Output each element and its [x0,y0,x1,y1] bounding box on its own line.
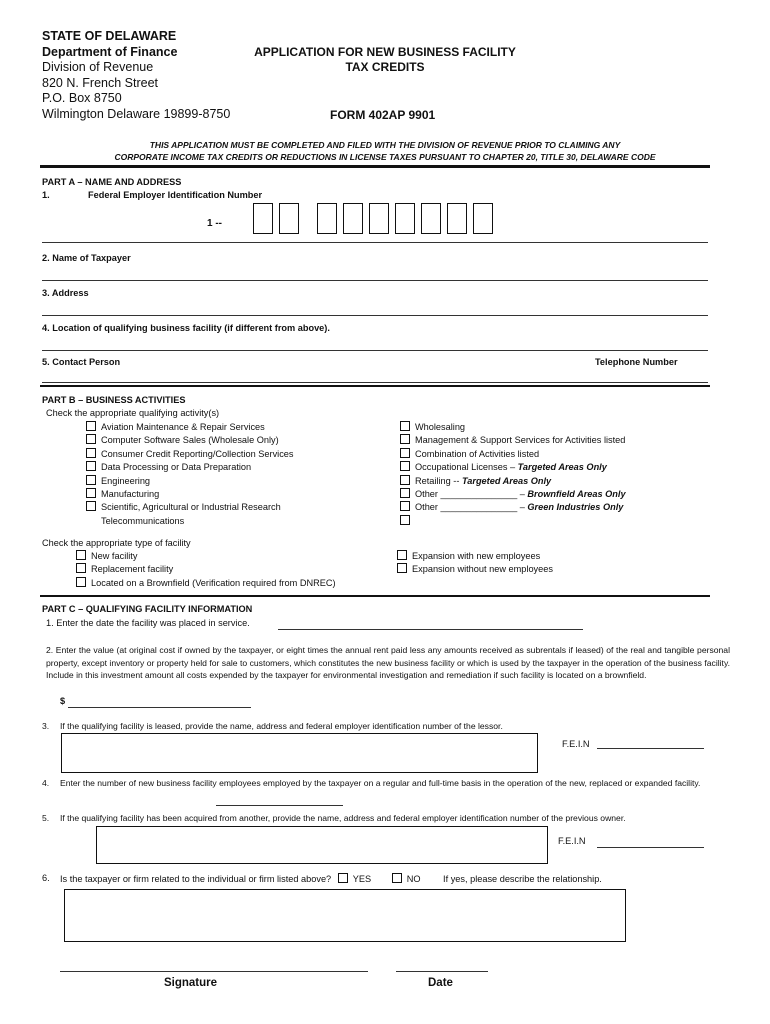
activity-qualifier: Targeted Areas Only [517,462,607,473]
checkbox[interactable] [400,501,410,511]
fein-digit-box[interactable] [253,203,273,234]
facility-location-field[interactable] [42,350,708,351]
c-q4-label: Enter the number of new business facility employees employed by the taxpayer on a regular and full-time basis in the operation of the new, replaced or expanded facility. [60,778,701,788]
part-b-heading: PART B – BUSINESS ACTIVITIES [42,395,186,405]
activity-item[interactable] [400,448,626,461]
activity-instruction: Check the appropriate qualifying activity(s) [46,408,220,418]
activity-item[interactable] [400,515,626,528]
activity-list-right [400,421,626,528]
q1-number: 1. [42,190,50,200]
signature-field[interactable] [60,971,368,972]
fein-digit-box[interactable] [395,203,415,234]
activity-item[interactable] [400,461,626,474]
service-date-field[interactable] [278,629,583,630]
q1-label: Federal Employer Identification Number [88,190,263,200]
checkbox[interactable] [86,461,96,471]
activity-label: Combination of Activities listed [415,448,540,459]
checkbox[interactable] [400,461,410,471]
relationship-instruction: If yes, please describe the relationship. [443,874,602,884]
activity-item[interactable] [400,488,626,501]
activity-item[interactable] [86,488,294,501]
c-q1-label: 1. Enter the date the facility was placed in service. [46,618,250,628]
checkbox[interactable] [397,563,407,573]
checkbox[interactable] [76,550,86,560]
facility-type-label: Located on a Brownfield (Verification required from DNREC) [91,577,336,588]
fein-digit-box[interactable] [447,203,467,234]
employee-count-field[interactable] [216,805,343,806]
date-label: Date [428,977,453,989]
owner-fein-field[interactable] [597,847,704,848]
facility-type-label: New facility [91,551,138,561]
q2-label: 2. Name of Taxpayer [42,253,131,263]
part-a-divider [40,385,710,387]
fein-digit-box[interactable] [421,203,441,234]
investment-amount-field[interactable] [68,707,251,708]
c-q6-number: 6. [42,873,50,883]
lessor-fein-label: F.E.I.N [562,739,590,749]
facility-type-item[interactable] [397,550,553,563]
dollar-sign: $ [60,696,66,706]
header-divider [40,165,710,168]
fein-digit-box[interactable] [317,203,337,234]
facility-type-item[interactable] [76,550,336,563]
facility-type-instruction: Check the appropriate type of facility [42,538,191,548]
lessor-info-box[interactable] [61,733,538,773]
checkbox[interactable] [400,434,410,444]
lessor-fein-field[interactable] [597,748,704,749]
checkbox[interactable] [400,421,410,431]
activity-list-left [86,421,294,528]
form-number: FORM 402AP 9901 [330,108,436,122]
no-label: NO [406,874,421,884]
fein-digit-box[interactable] [369,203,389,234]
previous-owner-box[interactable] [96,826,548,864]
checkbox[interactable] [400,448,410,458]
contact-field[interactable] [42,382,708,383]
form-title-line1: APPLICATION FOR NEW BUSINESS FACILITY [254,45,516,59]
checkbox[interactable] [86,421,96,431]
yes-checkbox[interactable] [338,873,348,883]
fein-prefix: 1 -- [207,218,222,229]
form-title-line2: TAX CREDITS [345,60,425,74]
activity-label: Occupational Licenses – [415,462,518,473]
activity-item[interactable] [86,448,294,461]
c-q2-label: 2. Enter the value (at original cost if owned by the taxpayer, or eight times the annual rent paid less any amounts received as subrentals if leased) of the real and tangible personal property, except inventory or property held for sale to customers, which constitutes the new business facility or which is used by the taxpayer in the operation of the business facility. Include in this investment amount all costs expended by the taxpayer for environmental investigation and remediation if such facility is located on a brownfield. [46,645,730,681]
activity-label: Computer Software Sales (Wholesale Only) [101,435,279,446]
facility-type-label: Expansion with new employees [412,551,541,561]
checkbox[interactable] [86,488,96,498]
checkbox[interactable] [400,475,410,485]
activity-item[interactable] [86,475,294,488]
fein-rule [42,242,708,243]
part-c-heading: PART C – QUALIFYING FACILITY INFORMATION [42,604,253,614]
q4-label: 4. Location of qualifying business facility (if different from above). [42,323,330,333]
fein-digit-box[interactable] [473,203,493,234]
relationship-description-box[interactable] [64,889,626,942]
activity-label: Other _______________ – [415,502,528,513]
checkbox[interactable] [86,501,96,511]
q5-label: 5. Contact Person [42,357,121,367]
c-q3-number: 3. [42,721,50,731]
activity-item[interactable] [400,434,626,447]
agency-block [42,29,230,122]
notice-line2: CORPORATE INCOME TAX CREDITS OR REDUCTIONS IN LICENSE TAXES PURSUANT TO CHAPTER 20, TITLE 30, DELAWARE CODE [114,152,656,162]
activity-label: Aviation Maintenance & Repair Services [101,422,265,432]
taxpayer-name-field[interactable] [42,280,708,281]
fein-digit-box[interactable] [343,203,363,234]
department-name: Department of Finance [42,44,178,59]
street-address: 820 N. French Street [42,75,159,90]
activity-qualifier: Brownfield Areas Only [527,489,626,500]
activity-item[interactable] [86,461,294,474]
c-q3-label: If the qualifying facility is leased, provide the name, address and federal employer identification number of the lessor. [60,721,503,731]
activity-label: Data Processing or Data Preparation [101,462,252,473]
activity-item[interactable] [86,421,294,434]
activity-item[interactable] [86,434,294,447]
checkbox[interactable] [76,577,86,587]
checkbox[interactable] [397,550,407,560]
facility-type-label: Replacement facility [91,564,174,575]
activity-item[interactable] [400,475,626,488]
activity-item[interactable] [86,501,294,514]
c-q6-label: Is the taxpayer or firm related to the individual or firm listed above? [60,874,332,884]
facility-type-left [76,550,336,590]
activity-qualifier: Targeted Areas Only [461,475,552,486]
activity-label: Telecommunications [101,515,185,526]
activity-qualifier: Green Industries Only [527,502,624,513]
activity-label: Consumer Credit Reporting/Collection Services [101,448,294,459]
checkbox[interactable] [86,475,96,485]
facility-type-right [397,550,553,577]
state-name: STATE OF DELAWARE [42,29,177,43]
activity-label: Other _______________ – [415,489,528,500]
q3-label: 3. Address [42,288,89,298]
activity-label: Scientific, Agricultural or Industrial Research [101,502,281,513]
activity-label: Manufacturing [101,489,160,500]
activity-item[interactable] [400,421,626,434]
part-a-heading: PART A – NAME AND ADDRESS [42,177,182,187]
owner-fein-label: F.E.I.N [558,836,586,846]
activity-label: Wholesaling [415,422,466,432]
c-q6-row [60,873,602,884]
signature-label: Signature [164,977,218,989]
activity-label: Management & Support Services for Activities listed [415,435,626,446]
c-q5-number: 5. [42,813,50,823]
part-b-divider [40,595,710,597]
telephone-label: Telephone Number [595,357,678,367]
city-line: Wilmington Delaware 19899-8750 [42,106,231,121]
checkbox[interactable] [400,488,410,498]
facility-type-item[interactable] [76,577,336,590]
filing-notice [40,139,730,163]
activity-label: Engineering [101,475,151,486]
checkbox[interactable] [400,515,410,525]
activity-label: Retailing -- [415,475,462,486]
checkbox[interactable] [86,434,96,444]
c-q4-number: 4. [42,778,50,788]
no-checkbox[interactable] [392,873,402,883]
facility-type-item[interactable] [76,563,336,576]
c-q5-label: If the qualifying facility has been acquired from another, provide the name, address and federal employer identification number of the previous owner. [60,813,626,823]
form-title [240,45,530,75]
fein-digit-box[interactable] [279,203,299,234]
address-field[interactable] [42,315,708,316]
facility-type-label: Expansion without new employees [412,564,553,575]
checkbox[interactable] [76,563,86,573]
checkbox[interactable] [86,448,96,458]
date-field[interactable] [396,971,488,972]
facility-type-item[interactable] [397,563,553,576]
notice-line1: THIS APPLICATION MUST BE COMPLETED AND FILED WITH THE DIVISION OF REVENUE PRIOR TO CLAIMING ANY [149,140,621,150]
division-name: Division of Revenue [42,60,154,74]
yes-label: YES [352,874,372,884]
po-box: P.O. Box 8750 [42,91,122,105]
activity-item[interactable] [400,501,626,514]
